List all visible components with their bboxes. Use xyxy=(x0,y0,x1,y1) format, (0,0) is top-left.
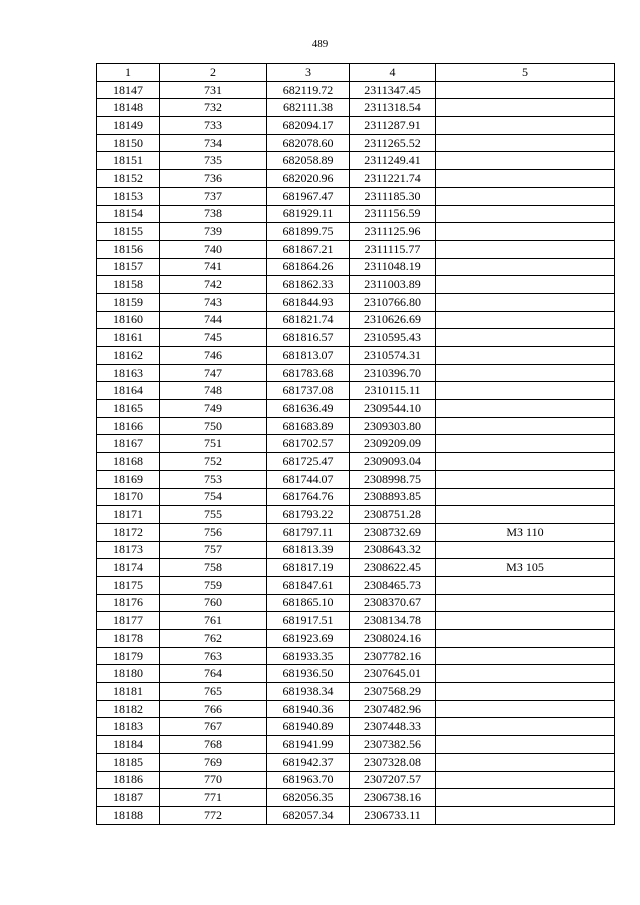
table-cell xyxy=(436,311,615,329)
table-cell: 681813.07 xyxy=(267,347,350,365)
table-cell xyxy=(436,806,615,824)
table-row xyxy=(97,771,615,789)
table-cell: 681821.74 xyxy=(267,311,350,329)
table-cell: 762 xyxy=(160,630,267,648)
table-row xyxy=(97,506,615,524)
table-cell: 681942.37 xyxy=(267,753,350,771)
table-row xyxy=(97,400,615,418)
table-cell: 682020.96 xyxy=(267,170,350,188)
table-cell: 755 xyxy=(160,506,267,524)
table-cell: 681725.47 xyxy=(267,453,350,471)
table-cell xyxy=(436,771,615,789)
table-cell: 763 xyxy=(160,647,267,665)
table-cell: 18167 xyxy=(97,435,160,453)
table-cell: 18157 xyxy=(97,258,160,276)
table-cell xyxy=(436,630,615,648)
table-cell: 764 xyxy=(160,665,267,683)
table-row xyxy=(97,647,615,665)
table-cell xyxy=(436,576,615,594)
table-cell: 2311115.77 xyxy=(350,240,436,258)
table-cell: 681929.11 xyxy=(267,205,350,223)
table-cell: 2311003.89 xyxy=(350,276,436,294)
table-row xyxy=(97,293,615,311)
column-header: 2 xyxy=(160,64,267,82)
table-cell: 682078.60 xyxy=(267,134,350,152)
table-cell: 18164 xyxy=(97,382,160,400)
table-cell: 681941.99 xyxy=(267,736,350,754)
table-cell: 18165 xyxy=(97,400,160,418)
table-cell: 760 xyxy=(160,594,267,612)
table-cell: 681793.22 xyxy=(267,506,350,524)
table-cell: 681813.39 xyxy=(267,541,350,559)
table-cell: 2309093.04 xyxy=(350,453,436,471)
table-cell: 749 xyxy=(160,400,267,418)
table-row xyxy=(97,665,615,683)
table-row xyxy=(97,736,615,754)
table-row xyxy=(97,435,615,453)
table-cell: 682058.89 xyxy=(267,152,350,170)
table-cell: 766 xyxy=(160,700,267,718)
table-cell: 681938.34 xyxy=(267,683,350,701)
table-cell: 18184 xyxy=(97,736,160,754)
table-cell: 681865.10 xyxy=(267,594,350,612)
table-row xyxy=(97,152,615,170)
column-header: 4 xyxy=(350,64,436,82)
table-cell: 759 xyxy=(160,576,267,594)
table-cell: 745 xyxy=(160,329,267,347)
table-cell xyxy=(436,293,615,311)
table-row xyxy=(97,417,615,435)
table-cell: 18171 xyxy=(97,506,160,524)
table-cell xyxy=(436,170,615,188)
table-cell: 2311347.45 xyxy=(350,81,436,99)
table-cell: 2307448.33 xyxy=(350,718,436,736)
table-cell: 18179 xyxy=(97,647,160,665)
table-cell: 682111.38 xyxy=(267,99,350,117)
table-cell xyxy=(436,258,615,276)
table-cell xyxy=(436,400,615,418)
table-cell: 2308134.78 xyxy=(350,612,436,630)
table-cell xyxy=(436,736,615,754)
table-cell: 740 xyxy=(160,240,267,258)
table-cell: 18183 xyxy=(97,718,160,736)
table-cell: 2308643.32 xyxy=(350,541,436,559)
table-cell: 18182 xyxy=(97,700,160,718)
table-cell xyxy=(436,81,615,99)
table-cell xyxy=(436,753,615,771)
table-cell: 2308751.28 xyxy=(350,506,436,524)
table-row xyxy=(97,382,615,400)
table-cell: 681817.19 xyxy=(267,559,350,577)
table-cell: 2306738.16 xyxy=(350,789,436,807)
table-cell: 751 xyxy=(160,435,267,453)
table-cell xyxy=(436,329,615,347)
table-cell xyxy=(436,205,615,223)
table-cell: 769 xyxy=(160,753,267,771)
table-cell: 18161 xyxy=(97,329,160,347)
table-cell: 737 xyxy=(160,187,267,205)
table-cell: 2308024.16 xyxy=(350,630,436,648)
table-row xyxy=(97,753,615,771)
table-cell: 744 xyxy=(160,311,267,329)
table-cell: 738 xyxy=(160,205,267,223)
table-cell: 2309209.09 xyxy=(350,435,436,453)
table-cell: 681867.21 xyxy=(267,240,350,258)
table-cell: 18186 xyxy=(97,771,160,789)
table-cell: 681917.51 xyxy=(267,612,350,630)
table-cell: 2306733.11 xyxy=(350,806,436,824)
table-cell: 2311185.30 xyxy=(350,187,436,205)
column-header: 3 xyxy=(267,64,350,82)
table-cell: 18188 xyxy=(97,806,160,824)
table-cell: 18158 xyxy=(97,276,160,294)
table-cell: 765 xyxy=(160,683,267,701)
table-cell: 681783.68 xyxy=(267,364,350,382)
table-row xyxy=(97,523,615,541)
table-cell: 2311125.96 xyxy=(350,223,436,241)
table-cell: 681899.75 xyxy=(267,223,350,241)
table-cell: 2309544.10 xyxy=(350,400,436,418)
table-cell xyxy=(436,187,615,205)
table-cell: 736 xyxy=(160,170,267,188)
table-row xyxy=(97,806,615,824)
table-row xyxy=(97,700,615,718)
table-cell: 2311249.41 xyxy=(350,152,436,170)
table-cell: 18187 xyxy=(97,789,160,807)
table-cell: 735 xyxy=(160,152,267,170)
table-cell: 767 xyxy=(160,718,267,736)
table-cell: 18156 xyxy=(97,240,160,258)
table-cell: 2310115.11 xyxy=(350,382,436,400)
table-cell xyxy=(436,364,615,382)
table-cell: 2310766.80 xyxy=(350,293,436,311)
table-cell: 2309303.80 xyxy=(350,417,436,435)
table-cell: 2307207.57 xyxy=(350,771,436,789)
table-cell: 681683.89 xyxy=(267,417,350,435)
table-row xyxy=(97,187,615,205)
table-cell: 733 xyxy=(160,117,267,135)
table-cell: 681923.69 xyxy=(267,630,350,648)
table-cell: 2308998.75 xyxy=(350,470,436,488)
table-cell: 681864.26 xyxy=(267,258,350,276)
table-cell: 681936.50 xyxy=(267,665,350,683)
table-cell xyxy=(436,347,615,365)
table-cell: 734 xyxy=(160,134,267,152)
column-header: 5 xyxy=(436,64,615,82)
table-cell: 2310595.43 xyxy=(350,329,436,347)
table-cell: 18151 xyxy=(97,152,160,170)
table-cell: 681963.70 xyxy=(267,771,350,789)
page-number: 489 xyxy=(311,38,329,50)
table-cell: 681844.93 xyxy=(267,293,350,311)
table-cell: 18174 xyxy=(97,559,160,577)
table-row xyxy=(97,258,615,276)
table-cell xyxy=(436,117,615,135)
table-row xyxy=(97,311,615,329)
table-row xyxy=(97,612,615,630)
table-cell xyxy=(436,435,615,453)
table-cell: 2307482.96 xyxy=(350,700,436,718)
table-cell xyxy=(436,276,615,294)
table-cell: 2308893.85 xyxy=(350,488,436,506)
table-cell: 18163 xyxy=(97,364,160,382)
table-row xyxy=(97,718,615,736)
table-row xyxy=(97,223,615,241)
table-cell xyxy=(436,453,615,471)
table-cell: 18154 xyxy=(97,205,160,223)
table-cell xyxy=(436,240,615,258)
table-cell: 2308370.67 xyxy=(350,594,436,612)
coordinates-table xyxy=(96,63,615,825)
table-cell: 747 xyxy=(160,364,267,382)
table-row xyxy=(97,683,615,701)
table-row xyxy=(97,453,615,471)
table-cell: 768 xyxy=(160,736,267,754)
table-cell: 681940.89 xyxy=(267,718,350,736)
table-cell: 18162 xyxy=(97,347,160,365)
table-cell: 682056.35 xyxy=(267,789,350,807)
table-cell: 18166 xyxy=(97,417,160,435)
table-cell: 18168 xyxy=(97,453,160,471)
table-cell: 2307782.16 xyxy=(350,647,436,665)
table-cell xyxy=(436,470,615,488)
table-row xyxy=(97,559,615,577)
table-cell: 2310396.70 xyxy=(350,364,436,382)
table-cell: 2308732.69 xyxy=(350,523,436,541)
table-cell xyxy=(436,506,615,524)
table-cell: 746 xyxy=(160,347,267,365)
table-cell: 681702.57 xyxy=(267,435,350,453)
table-cell: 772 xyxy=(160,806,267,824)
table-cell: 681940.36 xyxy=(267,700,350,718)
table-header-row xyxy=(97,64,615,82)
table-cell: 756 xyxy=(160,523,267,541)
table-cell: 750 xyxy=(160,417,267,435)
table-cell: 681847.61 xyxy=(267,576,350,594)
table-cell: 2311265.52 xyxy=(350,134,436,152)
table-cell: 2307568.29 xyxy=(350,683,436,701)
table-cell: 753 xyxy=(160,470,267,488)
table-cell: 682119.72 xyxy=(267,81,350,99)
table-cell: 18148 xyxy=(97,99,160,117)
table-row xyxy=(97,240,615,258)
table-cell: 743 xyxy=(160,293,267,311)
table-row xyxy=(97,470,615,488)
table-cell: 18176 xyxy=(97,594,160,612)
table-cell: 2311048.19 xyxy=(350,258,436,276)
table-row xyxy=(97,488,615,506)
table-cell xyxy=(436,683,615,701)
table-cell: МЗ 110 xyxy=(436,523,615,541)
table-cell: 18149 xyxy=(97,117,160,135)
table-cell: 18170 xyxy=(97,488,160,506)
table-cell: 18160 xyxy=(97,311,160,329)
table-cell: 18155 xyxy=(97,223,160,241)
table-cell: 748 xyxy=(160,382,267,400)
table-cell: 18150 xyxy=(97,134,160,152)
table-cell: 2307645.01 xyxy=(350,665,436,683)
table-cell xyxy=(436,134,615,152)
table-row xyxy=(97,541,615,559)
table-cell: 731 xyxy=(160,81,267,99)
table-cell: 18159 xyxy=(97,293,160,311)
table-row xyxy=(97,205,615,223)
table-cell: 681797.11 xyxy=(267,523,350,541)
table-cell: 18177 xyxy=(97,612,160,630)
table-row xyxy=(97,576,615,594)
table-row xyxy=(97,276,615,294)
table-cell xyxy=(436,718,615,736)
table-row xyxy=(97,81,615,99)
table-cell: 732 xyxy=(160,99,267,117)
table-cell xyxy=(436,223,615,241)
table-cell: 2311221.74 xyxy=(350,170,436,188)
table-cell: 2310574.31 xyxy=(350,347,436,365)
table-cell xyxy=(436,382,615,400)
table-cell xyxy=(436,647,615,665)
table-cell: 2311318.54 xyxy=(350,99,436,117)
table-cell xyxy=(436,612,615,630)
table-cell: 18153 xyxy=(97,187,160,205)
table-body xyxy=(97,81,615,824)
table-cell: 757 xyxy=(160,541,267,559)
table-cell xyxy=(436,417,615,435)
table-cell: 2311156.59 xyxy=(350,205,436,223)
table-row xyxy=(97,789,615,807)
table-cell: 758 xyxy=(160,559,267,577)
table-cell xyxy=(436,99,615,117)
table-cell xyxy=(436,665,615,683)
table-cell xyxy=(436,152,615,170)
column-header: 1 xyxy=(97,64,160,82)
table-row xyxy=(97,329,615,347)
table-cell: 2310626.69 xyxy=(350,311,436,329)
table-cell: 741 xyxy=(160,258,267,276)
table-cell: 18181 xyxy=(97,683,160,701)
table-cell: 761 xyxy=(160,612,267,630)
table-cell: 681636.49 xyxy=(267,400,350,418)
table-cell: 18172 xyxy=(97,523,160,541)
table-cell: 2308465.73 xyxy=(350,576,436,594)
table-cell: МЗ 105 xyxy=(436,559,615,577)
table-cell xyxy=(436,594,615,612)
table-cell: 754 xyxy=(160,488,267,506)
table-cell: 18147 xyxy=(97,81,160,99)
table-cell: 681737.08 xyxy=(267,382,350,400)
table-cell xyxy=(436,789,615,807)
table-cell: 18180 xyxy=(97,665,160,683)
table-cell: 739 xyxy=(160,223,267,241)
table-cell: 682057.34 xyxy=(267,806,350,824)
table-cell: 2307382.56 xyxy=(350,736,436,754)
table-cell: 2308622.45 xyxy=(350,559,436,577)
table-cell: 742 xyxy=(160,276,267,294)
table-cell: 682094.17 xyxy=(267,117,350,135)
table-cell: 18169 xyxy=(97,470,160,488)
table-cell: 18185 xyxy=(97,753,160,771)
table-cell: 752 xyxy=(160,453,267,471)
table-cell xyxy=(436,541,615,559)
table-row xyxy=(97,170,615,188)
table-row xyxy=(97,630,615,648)
table-cell: 18152 xyxy=(97,170,160,188)
table-cell xyxy=(436,700,615,718)
table-row xyxy=(97,364,615,382)
table-cell: 681862.33 xyxy=(267,276,350,294)
table-cell: 2307328.08 xyxy=(350,753,436,771)
table-cell: 2311287.91 xyxy=(350,117,436,135)
table-cell: 770 xyxy=(160,771,267,789)
table-cell: 18178 xyxy=(97,630,160,648)
table-cell: 18175 xyxy=(97,576,160,594)
table-cell: 681933.35 xyxy=(267,647,350,665)
table-row xyxy=(97,594,615,612)
table-cell: 681764.76 xyxy=(267,488,350,506)
table-cell: 681816.57 xyxy=(267,329,350,347)
table-row xyxy=(97,347,615,365)
table-row xyxy=(97,134,615,152)
table-cell: 18173 xyxy=(97,541,160,559)
table-cell: 681744.07 xyxy=(267,470,350,488)
table-cell: 681967.47 xyxy=(267,187,350,205)
table-row xyxy=(97,99,615,117)
table-cell xyxy=(436,488,615,506)
table-cell: 771 xyxy=(160,789,267,807)
table-row xyxy=(97,117,615,135)
